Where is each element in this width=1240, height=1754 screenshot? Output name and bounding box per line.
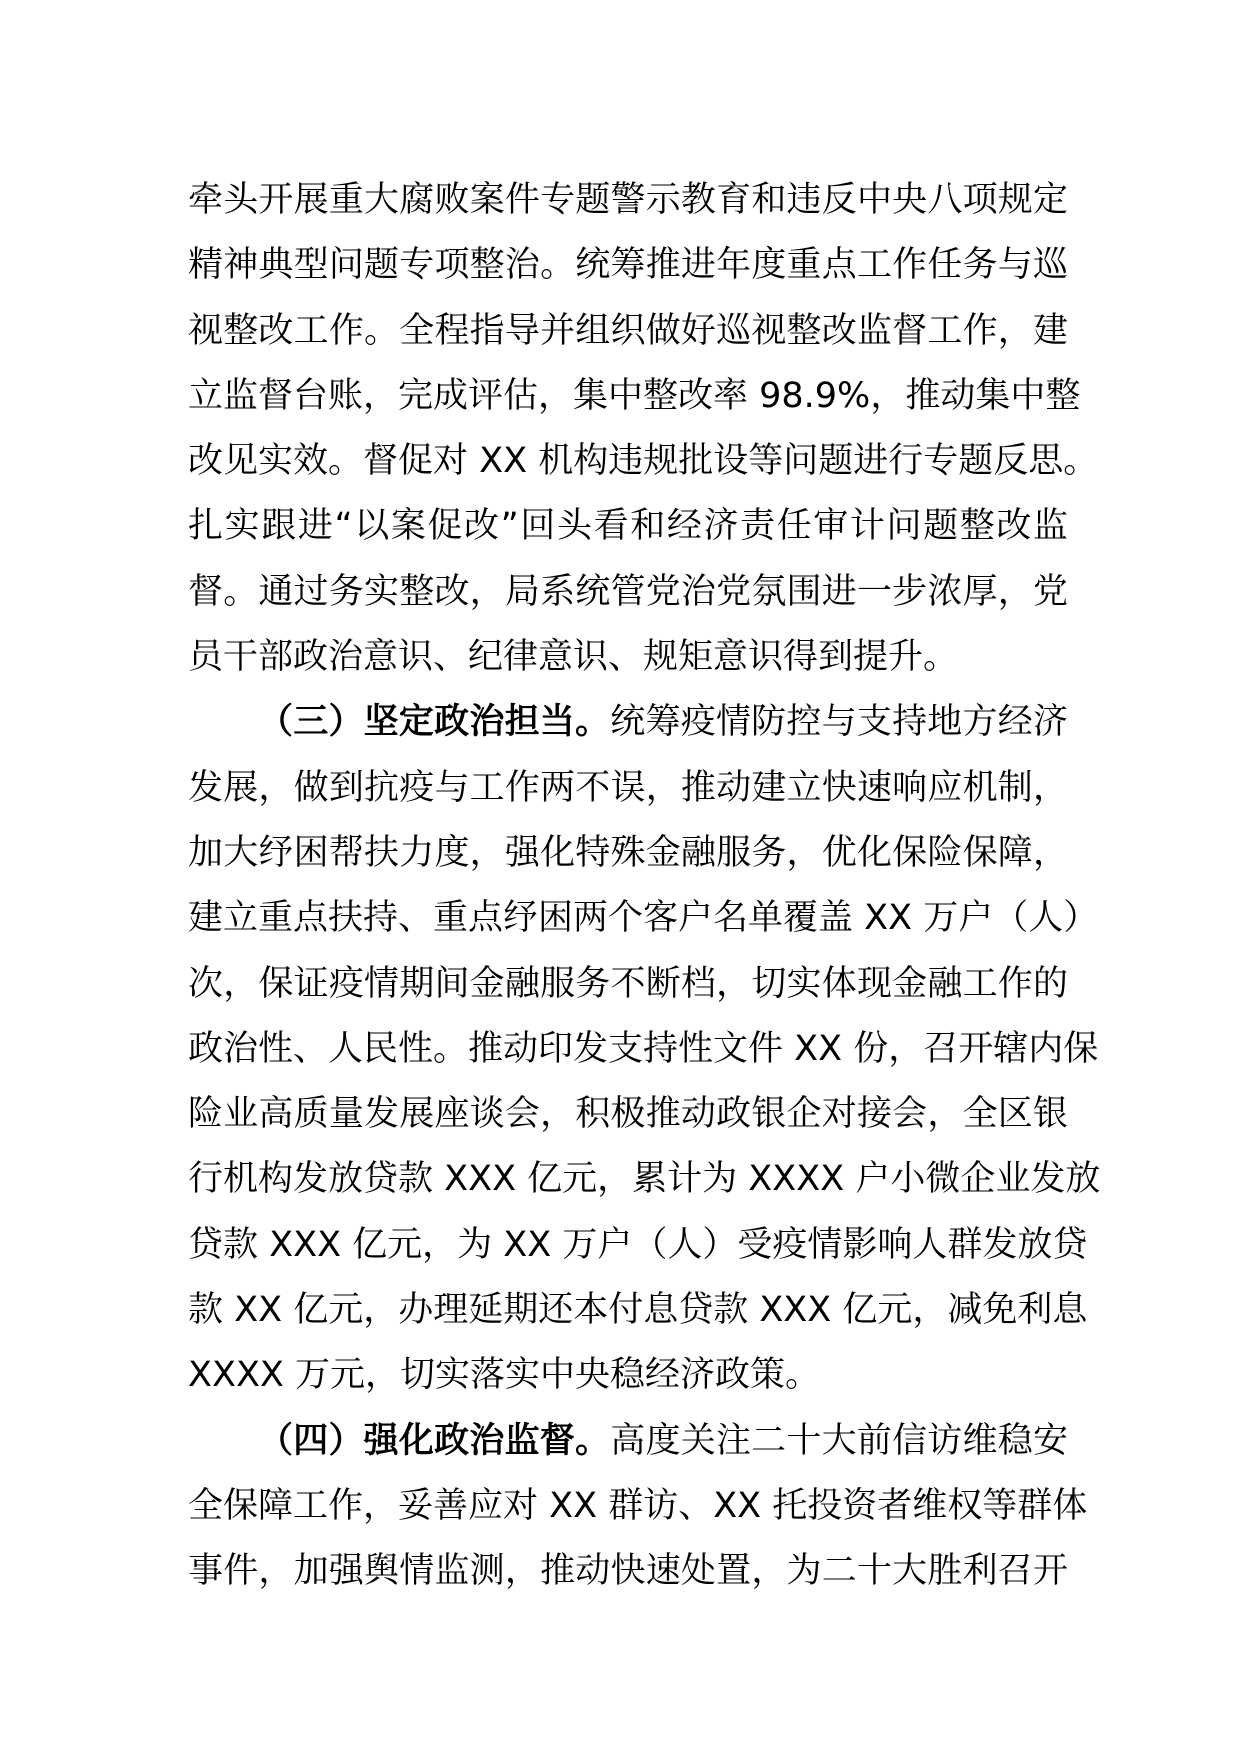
text-line: 发展，做到抗疫与工作两不误，推动建立快速响应机制，	[188, 767, 1068, 808]
document-body	[188, 168, 1101, 1605]
text-line: 视整改工作。全程指导并组织做好巡视整改监督工作，建	[188, 310, 1068, 351]
heading-continuation: 统筹疫情防控与支持地方经济	[610, 702, 1068, 743]
text-line: 牵头开展重大腐败案件专题警示教育和违反中央八项规定	[188, 180, 1068, 220]
section-heading: （三）坚定政治担当。	[258, 702, 611, 743]
heading-continuation: 高度关注二十大前信访维稳安	[610, 1420, 1068, 1461]
text-line: 员干部政治意识、纪律意识、规矩意识得到提升。	[188, 637, 959, 678]
text-line: 事件，加强舆情监测，推动快速处置，为二十大胜利召开	[188, 1551, 1068, 1592]
text-line: 建立重点扶持、重点纾困两个客户名单覆盖 XX 万户（人）	[188, 898, 1099, 939]
paragraph-3	[188, 1409, 1088, 1605]
text-line: 改见实效。督促对 XX 机构违规批设等问题进行专题反思。	[188, 441, 1099, 482]
text-line: 款 XX 亿元，办理延期还本付息贷款 XXX 亿元，减免利息	[188, 1290, 1088, 1331]
text-line: 加大纾困帮扶力度，强化特殊金融服务，优化保险保障，	[188, 832, 1068, 873]
text-line: 次，保证疫情期间金融服务不断档，切实体现金融工作的	[188, 963, 1068, 1004]
text-line: 立监督台账，完成评估，集中整改率 98.9%，推动集中整	[188, 375, 1081, 416]
text-line: 险业高质量发展座谈会，积极推动政银企对接会，全区银	[188, 1094, 1068, 1135]
paragraph-first-line	[188, 1409, 1068, 1474]
paragraph-2	[188, 690, 1101, 1408]
text-line: 精神典型问题专项整治。统筹推进年度重点工作任务与巡	[188, 245, 1068, 286]
text-line: 扎实跟进“以案促改”回头看和经济责任审计问题整改监	[188, 506, 1068, 547]
text-line: 贷款 XXX 亿元，为 XX 万户（人）受疫情影响人群发放贷	[188, 1224, 1088, 1265]
paragraph-first-line	[188, 690, 1068, 755]
text-line: 督。通过务实整改，局系统管党治党氛围进一步浓厚，党	[188, 571, 1068, 612]
text-line: 行机构发放贷款 XXX 亿元，累计为 XXXX 户小微企业发放	[188, 1159, 1101, 1200]
text-line: 全保障工作，妥善应对 XX 群访、XX 托投资者维权等群体	[188, 1485, 1088, 1526]
text-line: XXXX 万元，切实落实中央稳经济政策。	[188, 1355, 821, 1396]
paragraph-1	[188, 168, 1099, 690]
section-heading: （四）强化政治监督。	[258, 1420, 611, 1461]
text-line: 政治性、人民性。推动印发支持性文件 XX 份，召开辖内保	[188, 1028, 1099, 1069]
